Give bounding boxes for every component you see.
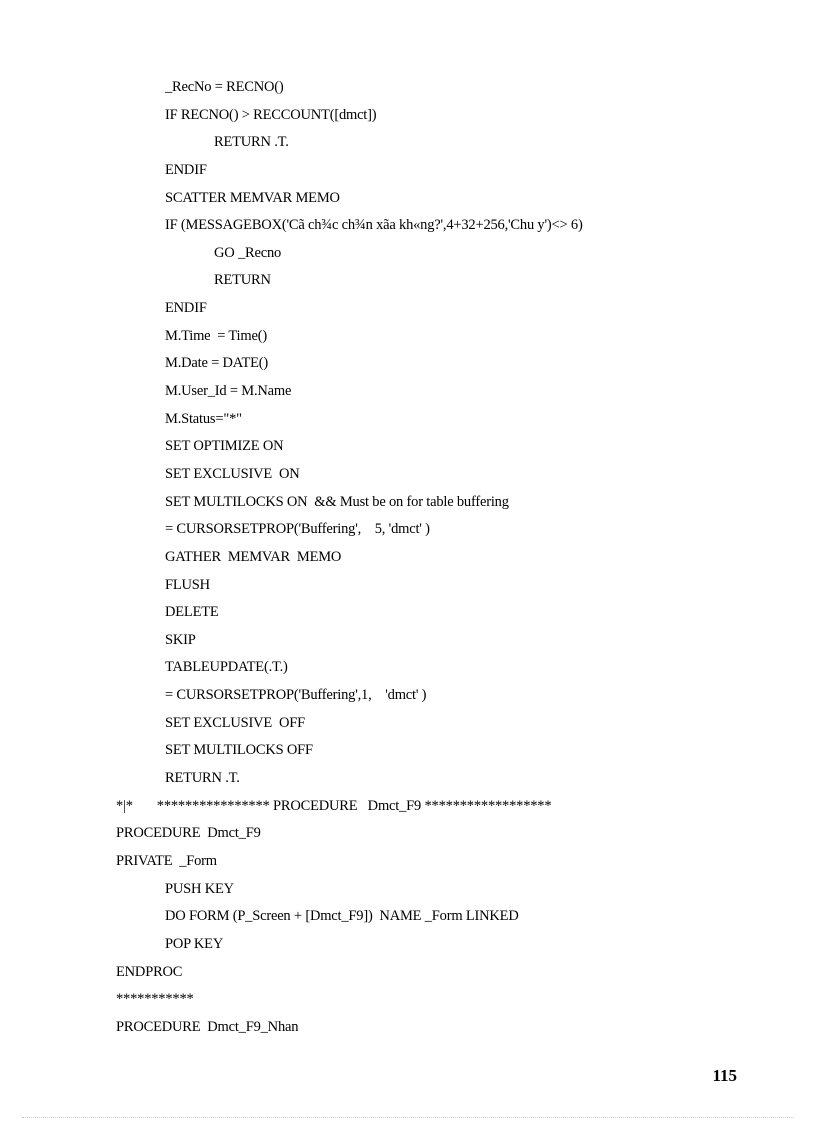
code-line: IF RECNO() > RECCOUNT([dmct]) [165,106,377,123]
code-line: TABLEUPDATE(.T.) [165,659,288,676]
code-line: *********** [116,991,194,1008]
code-line: GO _Recno [214,244,282,261]
code-line: FLUSH [165,576,210,593]
code-line: ENDPROC [116,963,183,980]
code-line: SKIP [165,631,196,648]
code-line: M.Date = DATE() [165,355,269,372]
code-line: M.Time = Time() [165,327,267,344]
code-line: PROCEDURE Dmct_F9 [116,825,261,842]
code-line: = CURSORSETPROP('Buffering',1, 'dmct' ) [165,687,427,704]
code-line: RETURN [214,272,271,289]
code-line: _RecNo = RECNO() [165,79,284,95]
code-line: M.Status="*" [165,410,242,427]
footer-divider [22,1117,794,1118]
code-line: SET MULTILOCKS OFF [165,742,313,759]
code-line: = CURSORSETPROP('Buffering', 5, 'dmct' ) [165,521,430,538]
code-line: SET EXCLUSIVE OFF [165,714,305,731]
code-line: SET EXCLUSIVE ON [165,465,300,482]
code-line: SET MULTILOCKS ON && Must be on for table buffering [165,493,509,510]
code-line: PROCEDURE Dmct_F9_Nhan [116,1018,299,1035]
code-line: M.User_Id = M.Name [165,383,292,400]
code-line: PRIVATE _Form [116,852,217,869]
code-line: ENDIF [165,161,207,178]
code-line: *|* **************** PROCEDURE Dmct_F9 ****************** [116,797,552,814]
code-line: ENDIF [165,300,207,317]
code-line: DELETE [165,604,219,621]
page-number: 115 [712,1066,737,1085]
code-listing [0,74,816,1041]
code-line: RETURN .T. [165,770,240,787]
code-line: SET OPTIMIZE ON [165,438,284,455]
code-line: PUSH KEY [165,880,234,897]
code-line: GATHER MEMVAR MEMO [165,548,342,565]
code-line: IF (MESSAGEBOX('Cã ch¾c ch¾n xãa kh«ng?',4+32+256,'Chu y')<> 6) [165,217,583,234]
code-line: SCATTER MEMVAR MEMO [165,189,340,206]
code-line: POP KEY [165,935,224,952]
code-line: RETURN .T. [214,134,289,151]
code-line: DO FORM (P_Screen + [Dmct_F9]) NAME _Form LINKED [165,908,519,925]
